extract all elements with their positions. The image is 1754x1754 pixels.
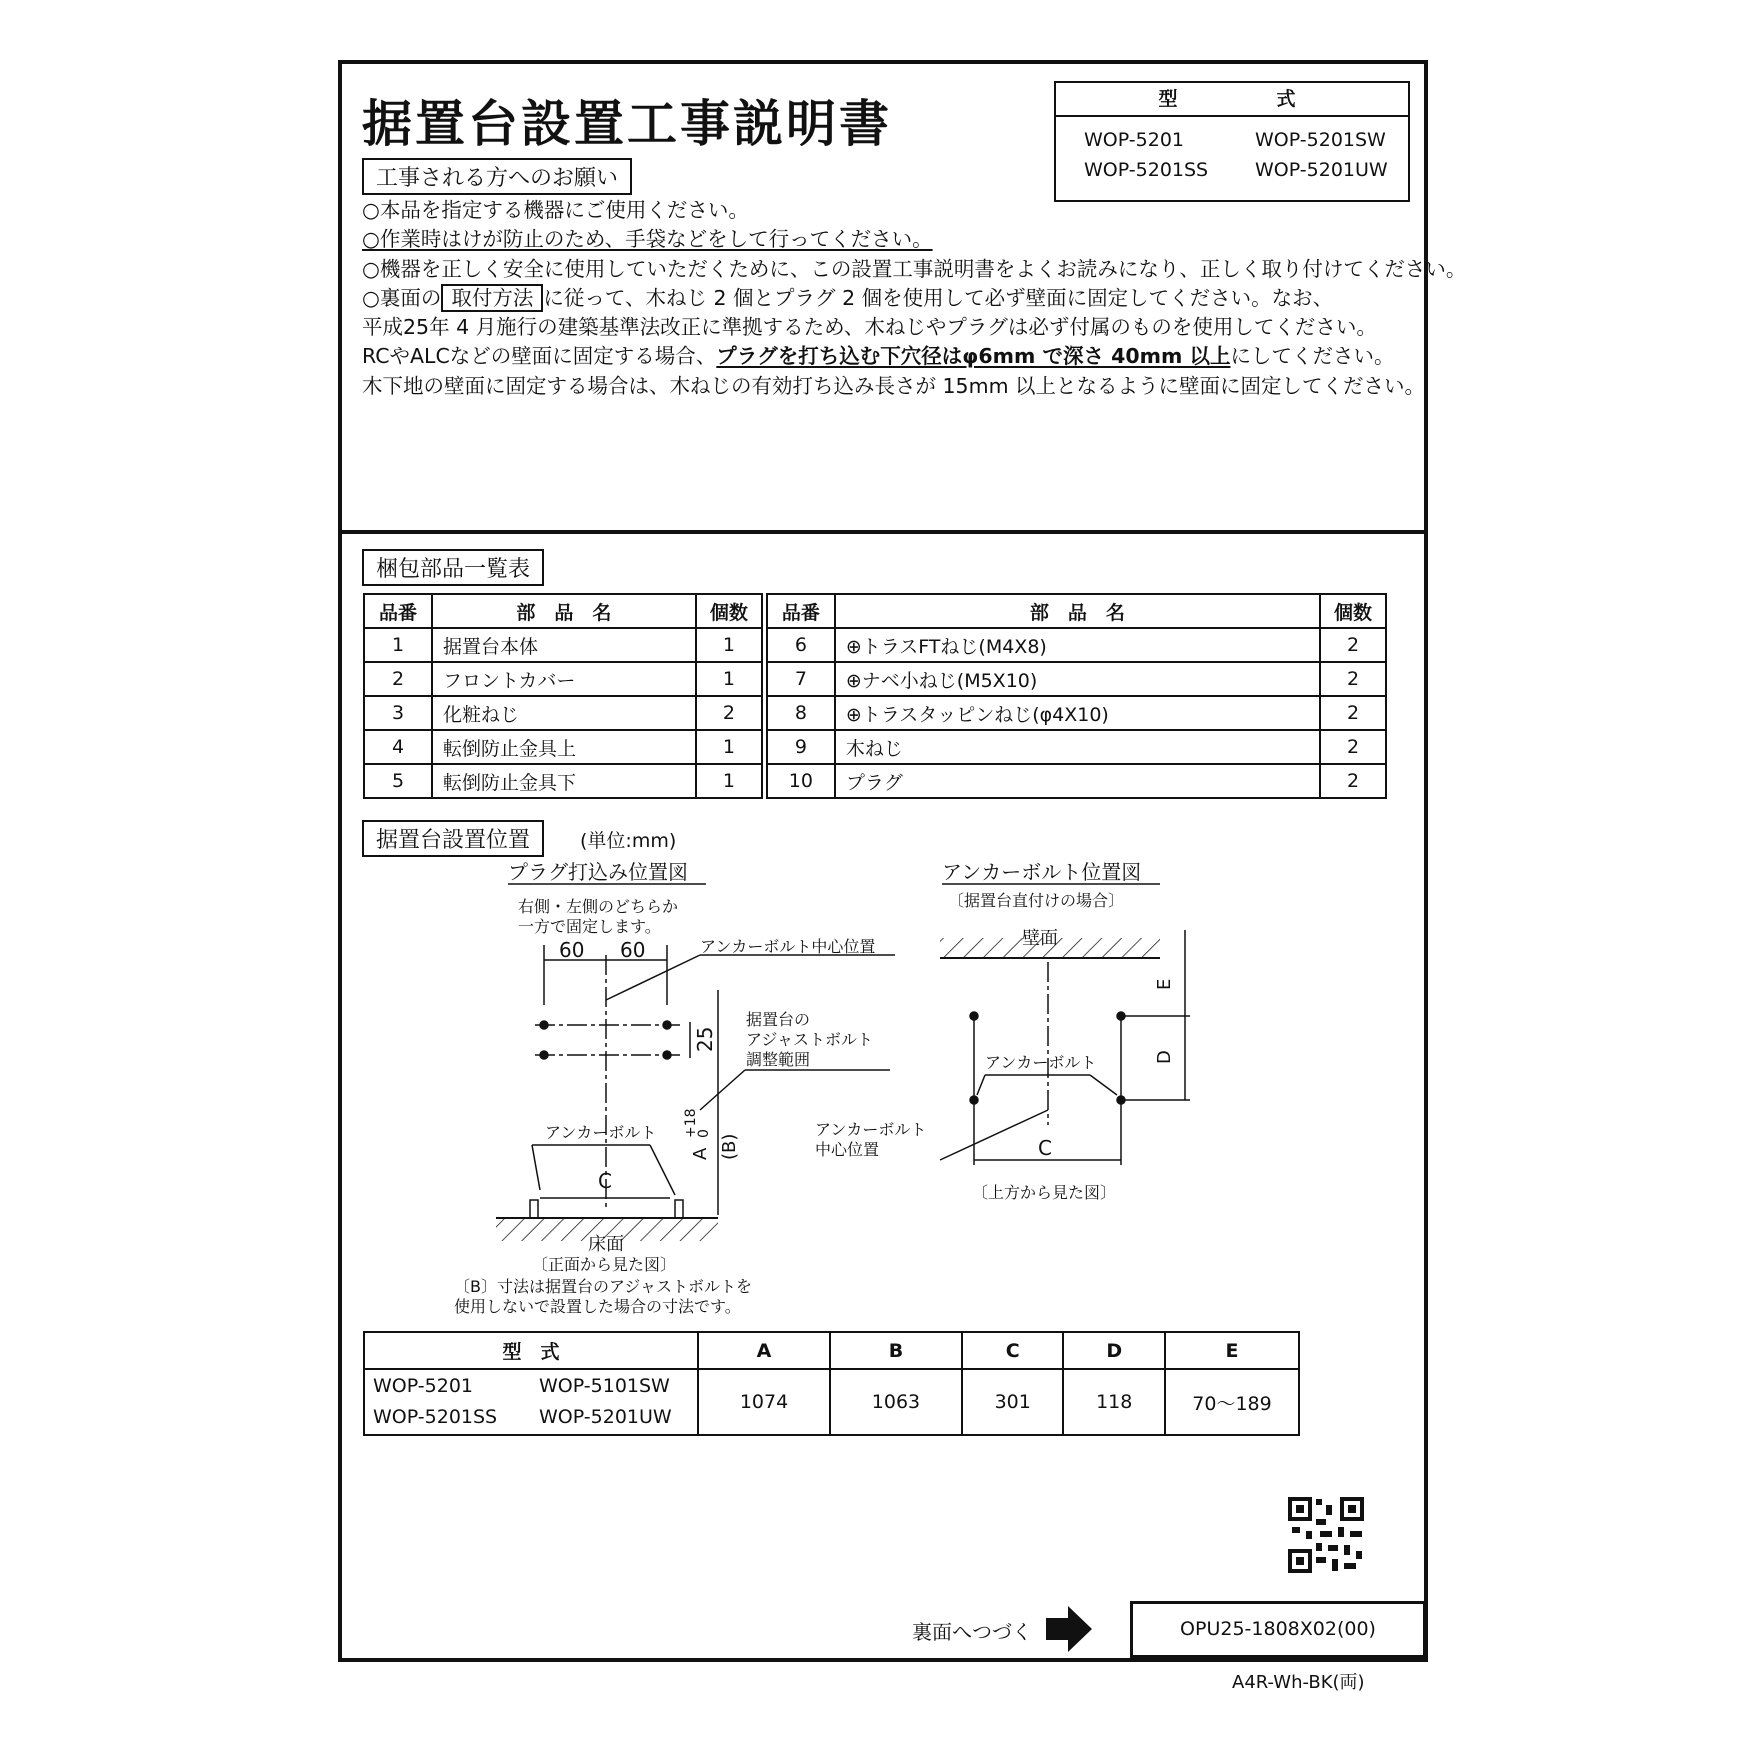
part-name: 転倒防止金具下 — [432, 764, 696, 798]
document-code: OPU25-1808X02(00) — [1130, 1601, 1426, 1658]
note-line: ○本品を指定する機器にご使用ください。 — [362, 198, 749, 222]
continue-label: 裏面へつづく — [912, 1620, 1032, 1644]
parts-heading: 梱包部品一覧表 — [362, 549, 544, 586]
part-name: ⊕トラスタッピンねじ(φ4X10) — [835, 696, 1320, 730]
part-qty: 2 — [1320, 730, 1386, 764]
adjust-label: 調整範囲 — [746, 1050, 811, 1069]
wall-hatch — [940, 938, 1160, 958]
b-note: 〔B〕寸法は据置台のアジャストボルトを — [454, 1277, 753, 1296]
top-diagram-title: アンカーボルト位置図 — [942, 860, 1142, 884]
floor-label: 床面 — [588, 1234, 624, 1255]
part-name: ⊕ナベ小ねじ(M5X10) — [835, 662, 1320, 696]
anchor-label: アンカーボルト — [985, 1053, 1097, 1072]
dim-c-label: C — [598, 1169, 612, 1193]
front-note: 一方で固定します。 — [518, 917, 661, 936]
model-cell — [364, 1369, 698, 1435]
b-note: 使用しないで設置した場合の寸法です。 — [454, 1297, 741, 1316]
dim-a-tolerance: 0 — [696, 1129, 712, 1138]
part-qty: 1 — [696, 662, 762, 696]
table-row — [364, 1369, 1299, 1435]
note-line-part: ○裏面の — [362, 285, 442, 310]
model-item: WOP-5201 — [373, 1375, 473, 1397]
part-no: 7 — [767, 662, 835, 696]
model-box-header: 型 式 — [1056, 83, 1408, 117]
anchor-label: アンカーボルト — [545, 1123, 657, 1142]
part-qty: 1 — [696, 764, 762, 798]
part-name: 木ねじ — [835, 730, 1320, 764]
note-line: ○機器を正しく安全に使用していただくために、この設置工事説明書をよくお読みになり、正しく取り付けてください。 — [362, 256, 1467, 281]
value-b: 1063 — [830, 1369, 962, 1435]
bolt-hole — [970, 1012, 978, 1020]
part-no: 5 — [364, 764, 432, 798]
col-e: E — [1165, 1332, 1299, 1369]
part-qty: 2 — [1320, 696, 1386, 730]
part-name: ⊕トラスFTねじ(M4X8) — [835, 628, 1320, 662]
part-qty: 1 — [696, 730, 762, 764]
part-no: 8 — [767, 696, 835, 730]
note-line: 平成25年 4 月施行の建築基準法改正に準拠するため、木ねじやプラグは必ず付属のものを使用してください。 — [362, 315, 1377, 340]
front-note: 右側・左側のどちらか — [518, 897, 679, 916]
part-qty: 1 — [696, 628, 762, 662]
model-item: WOP-5201SW — [1255, 129, 1386, 151]
col-model: 型 式 — [364, 1332, 698, 1369]
leader-line — [940, 1110, 1048, 1160]
part-name: フロントカバー — [432, 662, 696, 696]
top-subtitle: 〔据置台直付けの場合〕 — [948, 891, 1125, 910]
unit-label: (単位:mm) — [580, 830, 677, 852]
leader-line — [650, 1145, 675, 1195]
part-no: 1 — [364, 628, 432, 662]
anchor-center-label: アンカーボルト中心位置 — [700, 937, 876, 956]
col-no: 品番 — [767, 594, 835, 628]
top-view-label: 〔上方から見た図〕 — [972, 1183, 1117, 1202]
col-b: B — [830, 1332, 962, 1369]
value-a: 1074 — [698, 1369, 830, 1435]
part-no: 3 — [364, 696, 432, 730]
leader-line — [700, 1070, 745, 1110]
note-line: ○作業時はけが防止のため、手袋などをして行ってください。 — [362, 227, 933, 252]
document-title: 据置台設置工事説明書 — [362, 95, 892, 153]
col-qty: 個数 — [1320, 594, 1386, 628]
bolt-hole — [663, 1051, 671, 1059]
note-line-part: にしてください。 — [1230, 344, 1395, 369]
dim-e-label: E — [1154, 978, 1175, 990]
col-name: 部 品 名 — [432, 594, 696, 628]
dim-60-label: 60 — [620, 938, 646, 962]
adjust-label: 据置台の — [746, 1010, 811, 1029]
value-c: 301 — [962, 1369, 1064, 1435]
part-qty: 2 — [1320, 628, 1386, 662]
note-line-part: RCやALCなどの壁面に固定する場合、 — [362, 344, 717, 369]
dim-d-label: D — [1154, 1050, 1175, 1064]
dimension-table — [363, 1331, 1300, 1436]
anchor-bolt — [530, 1200, 538, 1218]
front-view-diagram — [454, 860, 895, 1316]
col-c: C — [962, 1332, 1064, 1369]
adjust-label: アジャストボルト — [746, 1030, 874, 1049]
part-name: 転倒防止金具上 — [432, 730, 696, 764]
dim-c-label: C — [1038, 1136, 1052, 1160]
model-item: WOP-5101SW — [539, 1375, 670, 1397]
col-name: 部 品 名 — [835, 594, 1320, 628]
part-no: 2 — [364, 662, 432, 696]
print-code: A4R-Wh-BK(両) — [1232, 1672, 1365, 1693]
col-qty: 個数 — [696, 594, 762, 628]
anchor-center-label: 中心位置 — [815, 1140, 880, 1159]
part-name: 化粧ねじ — [432, 696, 696, 730]
dim-25-label: 25 — [693, 1026, 717, 1052]
position-heading: 据置台設置位置 — [362, 820, 544, 857]
model-item: WOP-5201SS — [1084, 159, 1209, 181]
dim-b-label: (B) — [719, 1133, 740, 1160]
leader-line — [532, 1145, 540, 1190]
dim-60-label: 60 — [559, 938, 585, 962]
bolt-hole — [540, 1051, 548, 1059]
model-item: WOP-5201SS — [373, 1406, 498, 1428]
col-no: 品番 — [364, 594, 432, 628]
part-no: 4 — [364, 730, 432, 764]
anchor-center-label: アンカーボルト — [815, 1120, 927, 1139]
part-qty: 2 — [696, 696, 762, 730]
request-heading: 工事される方へのお願い — [362, 158, 632, 195]
part-qty: 2 — [1320, 764, 1386, 798]
model-item: WOP-5201UW — [1255, 159, 1388, 181]
arrow-right-icon — [1046, 1606, 1092, 1652]
note-line-part: に従って、木ねじ 2 個とプラグ 2 個を使用して必ず壁面に固定してください。なお、 — [543, 285, 1334, 310]
dim-a-label: A — [690, 1147, 711, 1160]
leader-line — [977, 1075, 985, 1095]
model-item: WOP-5201 — [1084, 129, 1184, 151]
front-diagram-title: プラグ打込み位置図 — [508, 860, 688, 884]
value-e: 70〜189 — [1165, 1369, 1299, 1435]
front-view-label: 〔正面から見た図〕 — [532, 1255, 677, 1274]
qr-code — [1290, 1499, 1362, 1571]
part-name: 据置台本体 — [432, 628, 696, 662]
col-d: D — [1063, 1332, 1165, 1369]
model-item: WOP-5201UW — [539, 1406, 672, 1428]
part-no: 9 — [767, 730, 835, 764]
bolt-hole — [1117, 1012, 1125, 1020]
note-line: 木下地の壁面に固定する場合は、木ねじの有効打ち込み長さが 15mm 以上となるように壁面に固定してください。 — [362, 373, 1426, 398]
part-no: 10 — [767, 764, 835, 798]
leader-line — [1090, 1075, 1117, 1095]
part-no: 6 — [767, 628, 835, 662]
anchor-bolt — [675, 1200, 683, 1218]
install-method-ref: 取付方法 — [441, 284, 543, 312]
bolt-hole — [663, 1021, 671, 1029]
dim-a-tolerance: +18 — [683, 1108, 699, 1138]
drill-spec: プラグを打ち込む下穴径はφ6mm で深さ 40mm 以上 — [716, 344, 1231, 369]
bolt-hole — [540, 1021, 548, 1029]
col-a: A — [698, 1332, 830, 1369]
value-d: 118 — [1063, 1369, 1165, 1435]
part-qty: 2 — [1320, 662, 1386, 696]
part-name: プラグ — [835, 764, 1320, 798]
